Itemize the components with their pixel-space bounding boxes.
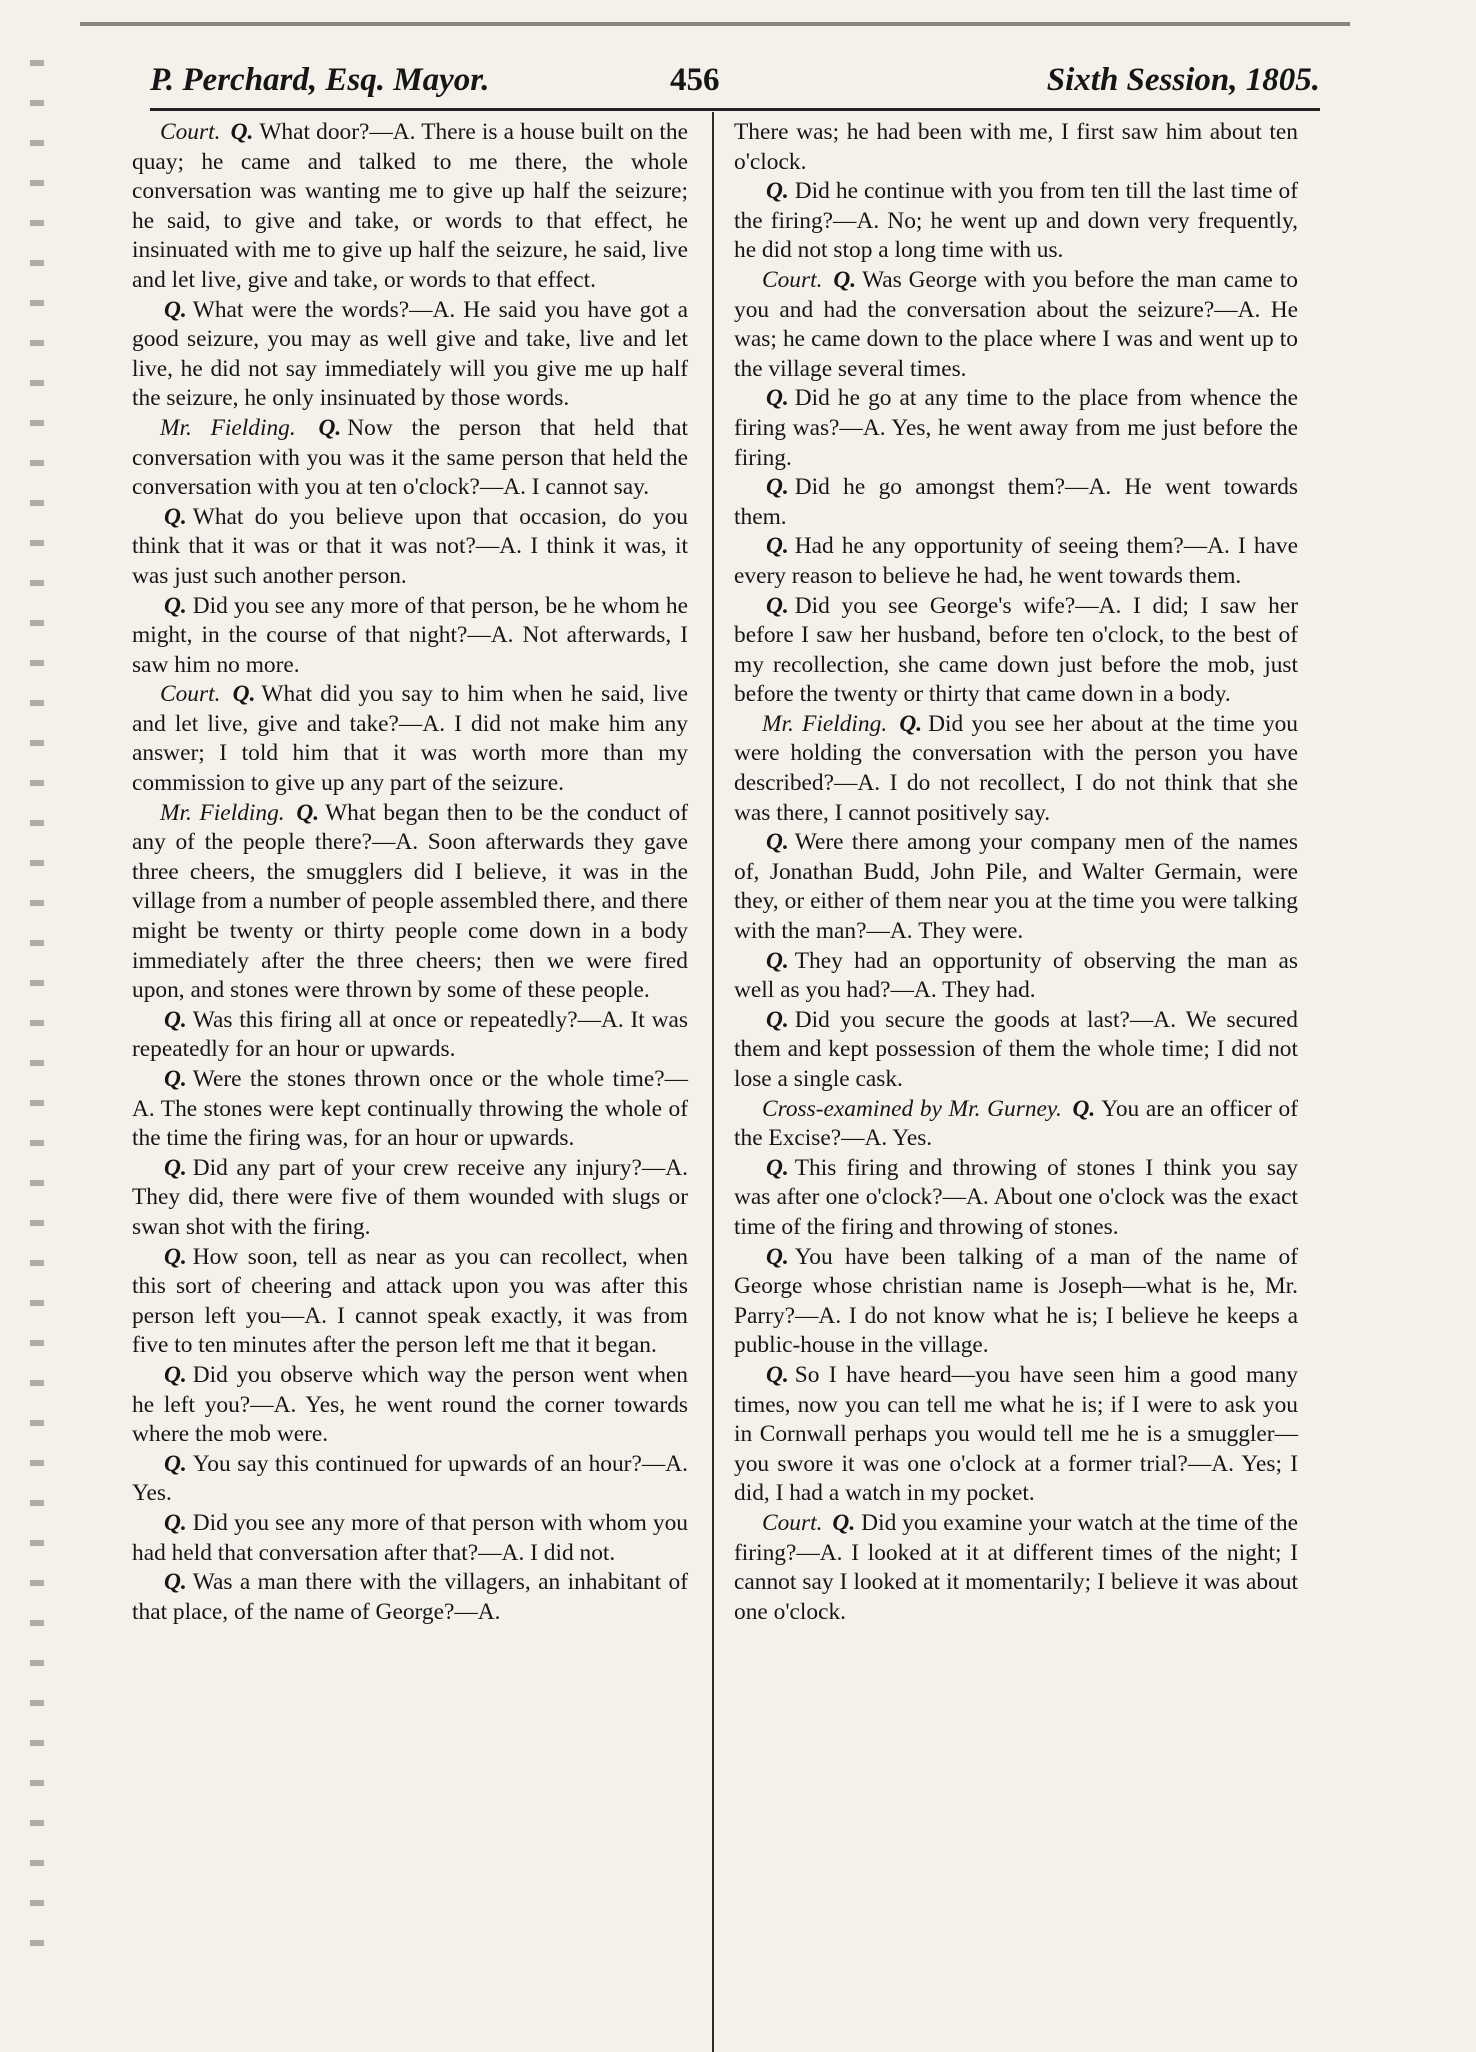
- question-marker: Q.: [164, 1066, 187, 1092]
- question-marker: Q.: [766, 592, 789, 619]
- question-marker: Q.: [766, 533, 789, 560]
- paragraph-text: Now the person that held that conversation with you was it the same person that held the conversation with you at ten o'clock?—A. I cannot say.: [132, 414, 688, 501]
- question-marker: Q.: [766, 474, 789, 501]
- question-marker: Q.: [296, 799, 320, 826]
- question-marker: Q.: [766, 1154, 789, 1181]
- testimony-paragraph: [734, 532, 1298, 591]
- paragraph-text: How soon, tell as near as you can recollect, when this sort of cheering and attack upon you was after this person left you—A. I cannot speak exactly, it was from five to ten minutes after the person left me that it began.: [132, 1243, 688, 1359]
- question-marker: Q.: [766, 947, 789, 974]
- question-marker: Q.: [833, 266, 857, 293]
- testimony-paragraph: [132, 1361, 688, 1450]
- question-marker: Q.: [232, 681, 256, 708]
- testimony-paragraph: [734, 1006, 1298, 1095]
- paragraph-text: What began then to be the conduct of any of the people there?—A. Soon afterwards they gave three cheers, the smugglers did I believe, it was in the village from a number of people assembled there, and there might be twenty or thirty people come down in a body immediately after the three cheers; then we were fired upon, and stones were thrown by some of these people.: [132, 799, 688, 1004]
- question-marker: Q.: [164, 296, 187, 323]
- binding-edge: [30, 60, 44, 1960]
- testimony-paragraph: [132, 1243, 688, 1361]
- testimony-paragraph: [734, 473, 1298, 532]
- paragraph-text: Did he go amongst them?—A. He went towards them.: [734, 474, 1298, 530]
- speaker-label: Court.: [160, 681, 221, 708]
- speaker-label: Mr. Fielding.: [762, 710, 888, 737]
- paragraph-text: Was a man there with the villagers, an inhabitant of that place, of the name of George?—A.: [132, 1569, 688, 1625]
- question-marker: Q.: [766, 385, 789, 412]
- question-marker: Q.: [766, 829, 789, 856]
- paragraph-text: Was George with you before the man came to you and had the conversation about the seizure?—A. He was; he came down to the place where I was and went up to the village several times.: [734, 266, 1298, 382]
- paragraph-text: Had he any opportunity of seeing them?—A. I have every reason to believe he had, he went towards them.: [734, 533, 1298, 589]
- paragraph-text: Was this firing all at once or repeatedly?—A. It was repeatedly for an hour or upwards.: [132, 1006, 688, 1063]
- paragraph-text: There was; he had been with me, I first saw him about ten o'clock.: [734, 119, 1298, 175]
- testimony-paragraph: [132, 680, 688, 798]
- paragraph-text: You say this continued for upwards of an hour?—A. Yes.: [132, 1450, 688, 1507]
- question-marker: Q.: [766, 178, 789, 205]
- testimony-paragraph: [734, 266, 1298, 384]
- paragraph-text: Did you see George's wife?—A. I did; I saw her before I saw her husband, before ten o'clock, to the best of my recollection, she came down just before the mob, just before the twenty or thirty that came down in a body.: [734, 592, 1298, 708]
- paragraph-text: What were the words?—A. He said you have got a good seizure, you may as well give and take, live and let live, he did not say immediately will you give me up half the seizure, he only insinuated by those words.: [132, 296, 688, 412]
- speaker-label: Cross-examined by Mr. Gurney.: [762, 1095, 1062, 1122]
- speaker-label: Mr. Fielding.: [160, 414, 296, 441]
- paragraph-text: Did you observe which way the person went when he left you?—A. Yes, he went round the corner towards where the mob were.: [132, 1361, 688, 1448]
- question-marker: Q.: [164, 1450, 187, 1477]
- paragraph-text: Did you secure the goods at last?—A. We secured them and kept possession of them the whole time; I did not lose a single cask.: [734, 1006, 1298, 1092]
- question-marker: Q.: [164, 1569, 187, 1596]
- paragraph-text: Were the stones thrown once or the whole time?—A. The stones were kept continually throwing the whole of the time the firing was, for an hour or upwards.: [132, 1066, 688, 1152]
- testimony-paragraph: [132, 1006, 688, 1065]
- left-column: [132, 118, 688, 1627]
- question-marker: Q.: [230, 119, 254, 145]
- speaker-label: Court.: [160, 119, 221, 145]
- question-marker: Q.: [164, 1006, 187, 1033]
- testimony-paragraph: [132, 1065, 688, 1154]
- testimony-paragraph: [132, 296, 688, 414]
- testimony-paragraph: [132, 1154, 688, 1243]
- paragraph-text: Did he go at any time to the place from whence the firing was?—A. Yes, he went away from me just before the firing.: [734, 385, 1298, 471]
- question-marker: Q.: [164, 1361, 187, 1388]
- paragraph-text: Did you see any more of that person, be he whom he might, in the course of that night?—A. Not afterwards, I saw him no more.: [132, 592, 688, 678]
- testimony-paragraph: [734, 384, 1298, 473]
- header-session: Sixth Session, 1805.: [1046, 62, 1320, 98]
- testimony-paragraph: [734, 1509, 1298, 1627]
- paragraph-text: Did he continue with you from ten till the last time of the firing?—A. No; he went up and down very frequently, he did not stop a long time with us.: [734, 178, 1298, 264]
- testimony-paragraph: [734, 1243, 1298, 1361]
- question-marker: Q.: [766, 1243, 789, 1270]
- question-marker: Q.: [1072, 1095, 1096, 1122]
- paragraph-text: So I have heard—you have seen him a good many times, now you can tell me what he is; if I were to ask you in Cornwall perhaps you would tell me he is a smuggler—you swore it was one o'clock at a former trial?—A. Yes; I did, I had a watch in my pocket.: [734, 1361, 1298, 1507]
- testimony-paragraph: [734, 1154, 1298, 1243]
- header-title: P. Perchard, Esq. Mayor.: [150, 62, 490, 98]
- testimony-paragraph: [132, 503, 688, 592]
- testimony-paragraph: [734, 592, 1298, 710]
- question-marker: Q.: [899, 710, 923, 737]
- testimony-paragraph: [132, 1509, 688, 1568]
- testimony-paragraph: [132, 799, 688, 1006]
- scan-artifact: [80, 22, 1350, 54]
- paragraph-text: What did you say to him when he said, live and let live, give and take?—A. I did not make him any answer; I told him that it was worth more than my commission to give up any part of the seizure.: [132, 681, 688, 797]
- page-header: [150, 58, 1320, 111]
- paragraph-text: They had an opportunity of observing the man as well as you had?—A. They had.: [734, 947, 1298, 1004]
- testimony-paragraph: [734, 710, 1298, 828]
- question-marker: Q.: [164, 1154, 187, 1181]
- question-marker: Q.: [766, 1361, 789, 1388]
- question-marker: Q.: [164, 503, 187, 530]
- speaker-label: Court.: [762, 1509, 823, 1536]
- column-divider: [712, 112, 714, 2052]
- testimony-paragraph: [734, 1361, 1298, 1509]
- question-marker: Q.: [164, 1509, 187, 1536]
- question-marker: Q.: [832, 1509, 856, 1536]
- question-marker: Q.: [164, 592, 187, 619]
- paragraph-text: Were there among your company men of the names of, Jonathan Budd, John Pile, and Walter Germain, were they, or either of them near you at the time you were talking with the man?—A. They were.: [734, 829, 1298, 945]
- testimony-paragraph: [734, 118, 1298, 177]
- question-marker: Q.: [766, 1006, 789, 1033]
- paragraph-text: Did you see her about at the time you were holding the conversation with the person you have described?—A. I do not recollect, I do not think that she was there, I cannot positively say.: [734, 710, 1298, 826]
- testimony-paragraph: [734, 828, 1298, 946]
- paragraph-text: You are an officer of the Excise?—A. Yes.: [734, 1095, 1298, 1152]
- testimony-paragraph: [734, 1095, 1298, 1154]
- question-marker: Q.: [318, 414, 342, 441]
- speaker-label: Court.: [762, 266, 823, 293]
- testimony-paragraph: [132, 592, 688, 681]
- paragraph-text: Did any part of your crew receive any injury?—A. They did, there were five of them wounded with slugs or swan shot with the firing.: [132, 1154, 688, 1240]
- testimony-paragraph: [132, 1450, 688, 1509]
- paragraph-text: What do you believe upon that occasion, do you think that it was or that it was not?—A. I think it was, it was just such another person.: [132, 503, 688, 589]
- right-column: [734, 118, 1298, 1627]
- paragraph-text: Did you see any more of that person with whom you had held that conversation after that?—A. I did not.: [132, 1509, 688, 1566]
- testimony-paragraph: [734, 947, 1298, 1006]
- paragraph-text: What door?—A. There is a house built on the quay; he came and talked to me there, the whole conversation was wanting me to give up half the seizure; he said, to give and take, or words to that effect, he insinuated with me to give up half the seizure, he said, live and let live, give and take, or words to that effect.: [132, 119, 688, 293]
- speaker-label: Mr. Fielding.: [160, 799, 285, 826]
- paragraph-text: Did you examine your watch at the time of the firing?—A. I looked at it at different times of the night; I cannot say I looked at it momentarily; I believe it was about one o'clock.: [734, 1509, 1298, 1625]
- testimony-paragraph: [734, 177, 1298, 266]
- testimony-paragraph: [132, 1568, 688, 1627]
- testimony-paragraph: [132, 118, 688, 296]
- testimony-paragraph: [132, 414, 688, 503]
- question-marker: Q.: [164, 1243, 187, 1270]
- paragraph-text: You have been talking of a man of the name of George whose christian name is Joseph—what is he, Mr. Parry?—A. I do not know what he is; I believe he keeps a public-house in the village.: [734, 1243, 1298, 1359]
- paragraph-text: This firing and throwing of stones I think you say was after one o'clock?—A. About one o'clock was the exact time of the firing and throwing of stones.: [734, 1154, 1298, 1240]
- page-number: 456: [670, 62, 720, 98]
